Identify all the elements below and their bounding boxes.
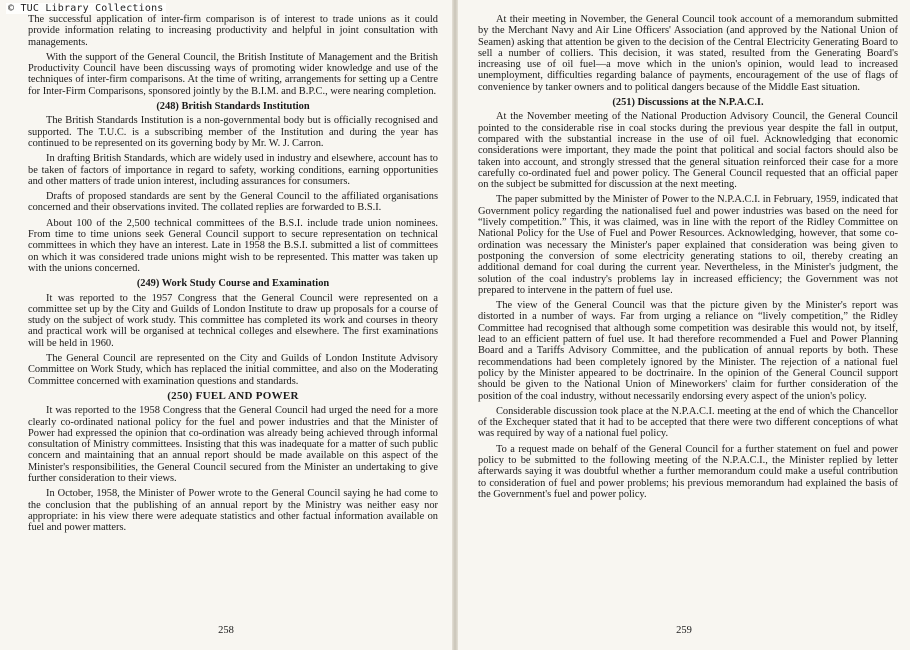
page-number: 258 (218, 625, 234, 636)
page-number: 259 (676, 625, 692, 636)
left-page-body (28, 14, 438, 533)
paragraph: About 100 of the 2,500 technical committees of the B.S.I. include trade union nominees. From time to time unions seek General Council support to secure representation on technical committees in which they have an interest. Late in 1958 the B.S.I. submitted a list of committees on which it was considered trade unions might wish to be represented. This matter was taken up with the unions concerned. (28, 217, 438, 274)
paragraph: The British Standards Institution is a non-governmental body but is officially recognised and supported. The T.U.C. is a subscribing member of the Institution and during the year has continued to be represented on its governing body by Mr. W. J. Carron. (28, 115, 438, 149)
paragraph: In drafting British Standards, which are widely used in industry and elsewhere, account has to be taken of factors of importance in regard to safety, working conditions, earning opportunities and other matters of trade union interest, including assurances for consumers. (28, 153, 438, 187)
paragraph: It was reported to the 1957 Congress that the General Council were represented on a committee set up by the City and Guilds of London Institute to draw up proposals for a course of study on the subject of work study. This committee has completed its work and courses in theory and practical work will be organised at technical colleges and elsewhere. The first examinations will be held in 1960. (28, 292, 438, 349)
left-page (0, 0, 452, 650)
paragraph: In October, 1958, the Minister of Power wrote to the General Council saying he had come to the conclusion that the publishing of an annual report by the Ministry was neither easy nor appropriate: in his view there were adequate statistics and other factual information available on fuel and power matters. (28, 488, 438, 534)
right-page (458, 0, 910, 650)
paragraph: Drafts of proposed standards are sent by the General Council to the affiliated organisations concerned and their observations invited. The collated replies are forwarded to B.S.I. (28, 191, 438, 214)
paragraph: The General Council are represented on the City and Guilds of London Institute Advisory Committee on Work Study, which has replaced the initial committee, and also on the Moderating Committee concerned with examination questions and standards. (28, 353, 438, 387)
section-heading-250: (250) FUEL AND POWER (167, 389, 299, 402)
watermark: © TUC Library Collections (8, 3, 164, 14)
paragraph: The view of the General Council was that the picture given by the Minister's report was distorted in a number of ways. Far from urging a reliance on “lively competition,” the Ridley Committee had recognised that although some competition was desirable this would not, by itself, lead to an efficient pattern of fuel use. It had therefore recommended a Fuel and Power Planning Board and a Tariffs Advisory Committee, and the publication of annual reports by both. These recommendations had been completely ignored by the Minister. The rejection of a national fuel policy by the Minister appeared to be doctrinaire. In the opinion of the General Council support should be given to the National Union of Mineworkers' claim for further consideration of the position of the coal industry, without necessarily endorsing every aspect of the union's policy. (478, 300, 898, 402)
paragraph: At their meeting in November, the General Council took account of a memorandum submitted by the Merchant Navy and Air Line Officers' Association (and approved by the National Union of Seamen) asking that attention be given to the decision of the Central Electricity Generating Board to sell a number of colliers. This decision, it was stated, resulted from the Generating Board's increasing use of oil fuel—a move which in the union's opinion, would lead to increased unemployment, difficulties regarding balance of payments, encouragement of the use of flags of convenience by tanker owners and to political dangers because of the Middle East situation. (478, 14, 898, 93)
paragraph: It was reported to the 1958 Congress that the General Council had urged the need for a more clearly co-ordinated national policy for the fuel and power industries and that the Minister of Power had expressed the opinion that co-ordination was already being achieved through informal consultation of Ministry committees. Insisting that this was inadequate for a matter of such public concern and maintaining that an annual report should be made available on this aspect of the Minister's responsibilities, the General Council secured from the Minister an undertaking to give further consideration to their views. (28, 405, 438, 484)
paragraph: Considerable discussion took place at the N.P.A.C.I. meeting at the end of which the Chancellor of the Exchequer stated that it had to be accepted that there were two different conceptions of what was required by way of a national fuel policy. (478, 405, 898, 440)
paragraph: To a request made on behalf of the General Council for a further statement on fuel and power policy to be submitted to the following meeting of the N.P.A.C.I., the Minister replied by letter afterwards saying it was doubtful whether a further memorandum could make a useful contribution to consideration of fuel and power problems; his previous memorandum had explained the basis of the Government's fuel and power policy. (478, 443, 898, 500)
section-heading-249: (249) Work Study Course and Examination (136, 278, 330, 290)
section-heading-251: (251) Discussions at the N.P.A.C.I. (612, 97, 764, 109)
right-page-body (478, 14, 898, 500)
paragraph: The successful application of inter-firm comparison is of interest to trade unions as it could provide information relating to increasing productivity and helpful in joint consultation with managements. (28, 14, 438, 48)
paragraph: With the support of the General Council, the British Institute of Management and the British Productivity Council have been discussing ways of promoting wider knowledge and use of the techniques of inter-firm comparisons. At the time of writing, arrangements for setting up a Centre for Inter-Firm Comparisons, sponsored jointly by the B.I.M. and B.P.C., were nearing completion. (28, 51, 438, 97)
paragraph: The paper submitted by the Minister of Power to the N.P.A.C.I. in February, 1959, indicated that Government policy regarding the nationalised fuel and power industries was based on the need for “lively competition.” This, it was claimed, was in line with the report of the Ridley Committee on National Policy for the Use of Fuel and Power Resources. Acknowledging, however, that some co-ordination was necessary the Minister's paper explained that consideration was being given to postponing the conversion of some electricity generating stations to oil, thereby creating an additional demand for coal during the current year. Nevertheless, in the Minister's judgment, the solution of the coal industry's problems lay in increased efficiency; the Government was not prepared to intervene in the pattern of fuel use. (478, 194, 898, 296)
paragraph: At the November meeting of the National Production Advisory Council, the General Council pointed to the considerable rise in coal stocks during the previous year despite the fall in output, compared with the substantial increase in the use of oil fuel. Acknowledging that economic considerations were important, they made the point that political and social factors should also be taken into account, and strongly stressed that the general situation reinforced their case for a more carefully co-ordinated fuel and power policy. The General Council requested that an official paper on the subject be submitted for discussion at the next meeting. (478, 111, 898, 191)
section-heading-248: (248) British Standards Institution (156, 101, 310, 113)
